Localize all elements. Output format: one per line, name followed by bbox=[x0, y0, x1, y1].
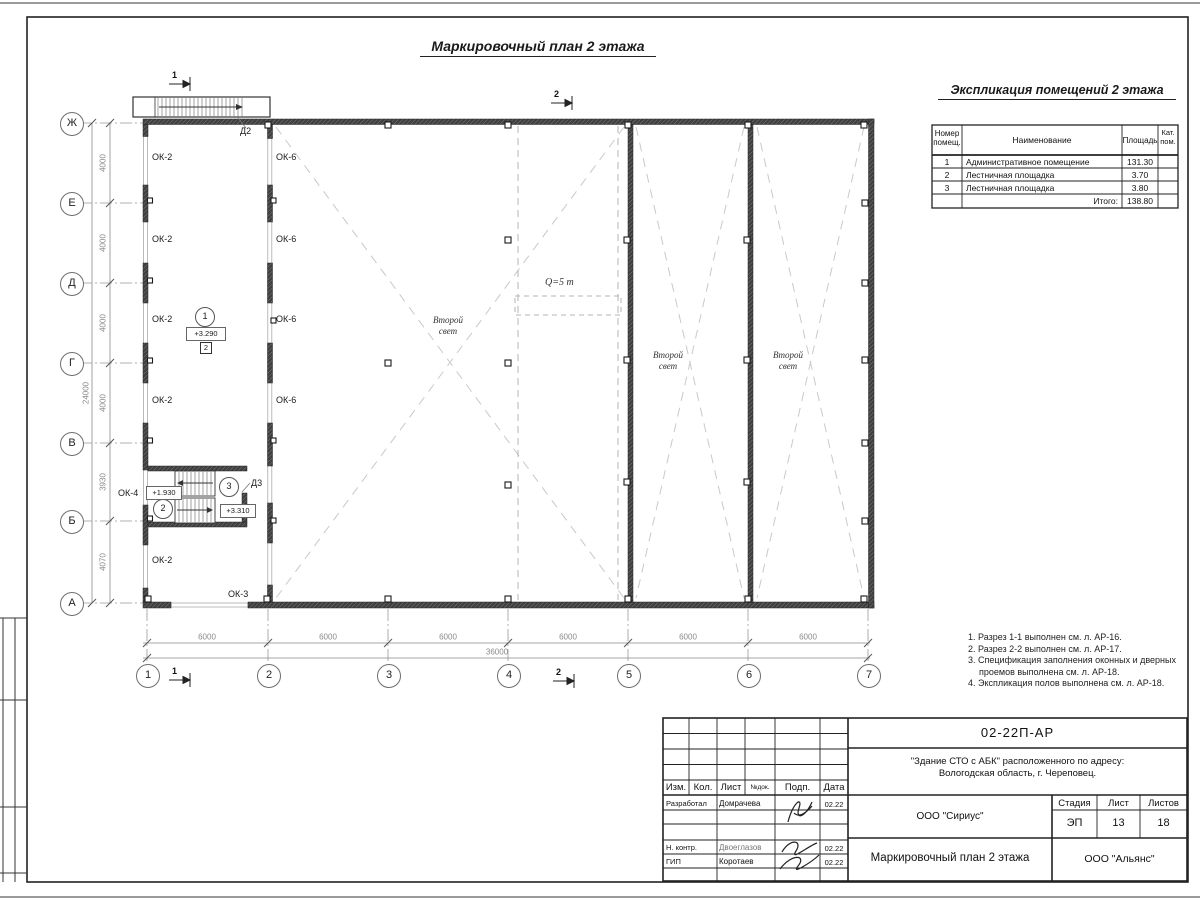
dim-label: 6000 bbox=[799, 632, 817, 642]
section-mark-2: 2 bbox=[554, 89, 560, 99]
note-line: 4. Экспликация полов выполнена см. л. АР-18. bbox=[968, 678, 1165, 688]
section-mark-1: 1 bbox=[172, 70, 178, 80]
axis-col-label: 6 bbox=[737, 664, 761, 688]
axis-col-label: 5 bbox=[617, 664, 641, 688]
window-label-ok4: ОК-4 bbox=[118, 488, 139, 498]
dim-label: 4070 bbox=[98, 553, 108, 571]
axis-col-label: 4 bbox=[497, 664, 521, 688]
axis-col-label: 1 bbox=[136, 664, 160, 688]
explication-row-num: 3 bbox=[944, 183, 950, 193]
project-name-line1: "Здание СТО с АБК" расположенного по адресу: bbox=[910, 756, 1125, 767]
org-customer: ООО "Альянс" bbox=[1084, 853, 1155, 865]
second-light-label: Второй свет bbox=[432, 315, 464, 336]
sheets-total: 18 bbox=[1157, 817, 1170, 829]
dim-label: 4000 bbox=[98, 314, 108, 332]
explication-total-value: 138.80 bbox=[1127, 196, 1153, 206]
sheets-label: Листов bbox=[1148, 798, 1179, 809]
axis-col-label: 2 bbox=[257, 664, 281, 688]
titleblock-col-data: Дата bbox=[823, 782, 845, 793]
note-line: 3. Спецификация заполнения оконных и дверных проемов выполнена см. л. АР-18. bbox=[968, 655, 1176, 677]
dim-label: 6000 bbox=[679, 632, 697, 642]
window-label-ok6: ОК-6 bbox=[276, 395, 297, 405]
axis-row-label: А bbox=[60, 592, 84, 616]
explication-row-name: Административное помещение bbox=[966, 157, 1090, 167]
window-label-ok6: ОК-6 bbox=[276, 152, 297, 162]
org-designer: ООО "Сириус" bbox=[916, 811, 984, 822]
explication-row-name: Лестничная площадка bbox=[966, 183, 1055, 193]
plan-title: Маркировочный план 2 этажа bbox=[420, 38, 656, 57]
window-label-ok2: ОК-2 bbox=[152, 152, 173, 162]
signer-date: 02.22 bbox=[824, 844, 844, 853]
sheet-label: Лист bbox=[1108, 798, 1129, 809]
explication-row-area: 131.30 bbox=[1127, 157, 1153, 167]
signer-name: Двоеглазов bbox=[719, 843, 762, 852]
explication-row-name: Лестничная площадка bbox=[966, 170, 1055, 180]
elevation-mark: +3.290 bbox=[186, 327, 226, 341]
note-line: 1. Разрез 1-1 выполнен см. л. АР-16. bbox=[968, 632, 1122, 642]
door-label-d2: Д2 bbox=[240, 126, 252, 136]
signer-name: Коротаев bbox=[719, 857, 754, 866]
axis-row-label: Е bbox=[60, 192, 84, 216]
dim-label: 6000 bbox=[439, 632, 457, 642]
project-name-line2: Вологодская область, г. Череповец. bbox=[938, 768, 1097, 779]
note-line: 2. Разрез 2-2 выполнен см. л. АР-17. bbox=[968, 643, 1122, 654]
dim-total-label: 24000 bbox=[81, 381, 91, 405]
signer-date: 02.22 bbox=[824, 800, 844, 809]
axis-col-label: 7 bbox=[857, 664, 881, 688]
dim-label: 6000 bbox=[559, 632, 577, 642]
dim-total-label: 36000 bbox=[485, 647, 509, 657]
explication-total-label: Итого: bbox=[1093, 196, 1118, 206]
stage-value: ЭП bbox=[1066, 817, 1083, 829]
stage-label: Стадия bbox=[1058, 798, 1091, 809]
elevation-mark: +1.930 bbox=[146, 486, 182, 500]
dim-label: 4000 bbox=[98, 394, 108, 412]
crane-capacity-label: Q=5 т bbox=[545, 277, 574, 288]
room-number-3: 3 bbox=[219, 477, 239, 497]
signature-scribbles bbox=[780, 802, 819, 870]
window-label-ok2: ОК-2 bbox=[152, 314, 173, 324]
dim-label: 3930 bbox=[98, 473, 108, 491]
dim-label: 6000 bbox=[319, 632, 337, 642]
window-label-ok2: ОК-2 bbox=[152, 234, 173, 244]
room-number-1: 1 bbox=[195, 307, 215, 327]
titleblock-col-ndok: №док. bbox=[750, 784, 770, 791]
second-light-label: Второй свет bbox=[772, 350, 804, 371]
signer-role: Н. контр. bbox=[666, 843, 697, 852]
door-label-d3: Д3 bbox=[251, 478, 263, 488]
signer-date: 02.22 bbox=[824, 858, 844, 867]
second-light-label: Второй свет bbox=[652, 350, 684, 371]
explication-row-area: 3.70 bbox=[1131, 170, 1149, 180]
window-label-ok6: ОК-6 bbox=[276, 314, 297, 324]
signer-name: Домрачева bbox=[719, 799, 761, 808]
explication-row-num: 2 bbox=[944, 170, 950, 180]
window-label-ok2: ОК-2 bbox=[152, 555, 173, 565]
dim-label: 4000 bbox=[98, 154, 108, 172]
axis-row-label: Б bbox=[60, 510, 84, 534]
explication-row-num: 1 bbox=[944, 157, 950, 167]
dim-label: 4000 bbox=[98, 234, 108, 252]
section-mark-1: 1 bbox=[172, 666, 178, 676]
window-label-ok3: ОК-3 bbox=[228, 589, 249, 599]
elevation-mark: +3.310 bbox=[220, 504, 256, 518]
doc-number: 02-22П-АР bbox=[980, 725, 1055, 740]
axis-row-label: В bbox=[60, 432, 84, 456]
axis-row-label: Г bbox=[60, 352, 84, 376]
signer-role: ГИП bbox=[666, 857, 681, 866]
notes-list bbox=[968, 632, 1200, 690]
signer-role: Разработал bbox=[666, 799, 707, 808]
explication-title: Экспликация помещений 2 этажа bbox=[938, 83, 1176, 100]
titleblock-col-izm: Изм. bbox=[665, 782, 687, 793]
axis-row-label: Ж bbox=[60, 112, 84, 136]
window-label-ok6: ОК-6 bbox=[276, 234, 297, 244]
axis-col-label: 3 bbox=[377, 664, 401, 688]
sheet-number: 13 bbox=[1112, 817, 1125, 829]
room-tag: 2 bbox=[200, 342, 212, 354]
titleblock-col-kol: Кол. bbox=[693, 782, 713, 793]
room-number-2: 2 bbox=[153, 499, 173, 519]
explication-header-area: Площадь bbox=[1122, 136, 1158, 145]
explication-header-name: Наименование bbox=[1012, 135, 1072, 145]
titleblock-col-podp: Подп. bbox=[784, 782, 811, 793]
window-label-ok2: ОК-2 bbox=[152, 395, 173, 405]
section-mark-2: 2 bbox=[556, 667, 562, 677]
drawing-title: Маркировочный план 2 этажа bbox=[870, 852, 1030, 864]
explication-row-area: 3.80 bbox=[1131, 183, 1149, 193]
dim-label: 6000 bbox=[198, 632, 216, 642]
explication-header-cat: Кат. пом. bbox=[1160, 128, 1176, 146]
axis-row-label: Д bbox=[60, 272, 84, 296]
explication-header-num: Номер помещ. bbox=[933, 129, 961, 148]
titleblock-col-list: Лист bbox=[720, 782, 742, 793]
